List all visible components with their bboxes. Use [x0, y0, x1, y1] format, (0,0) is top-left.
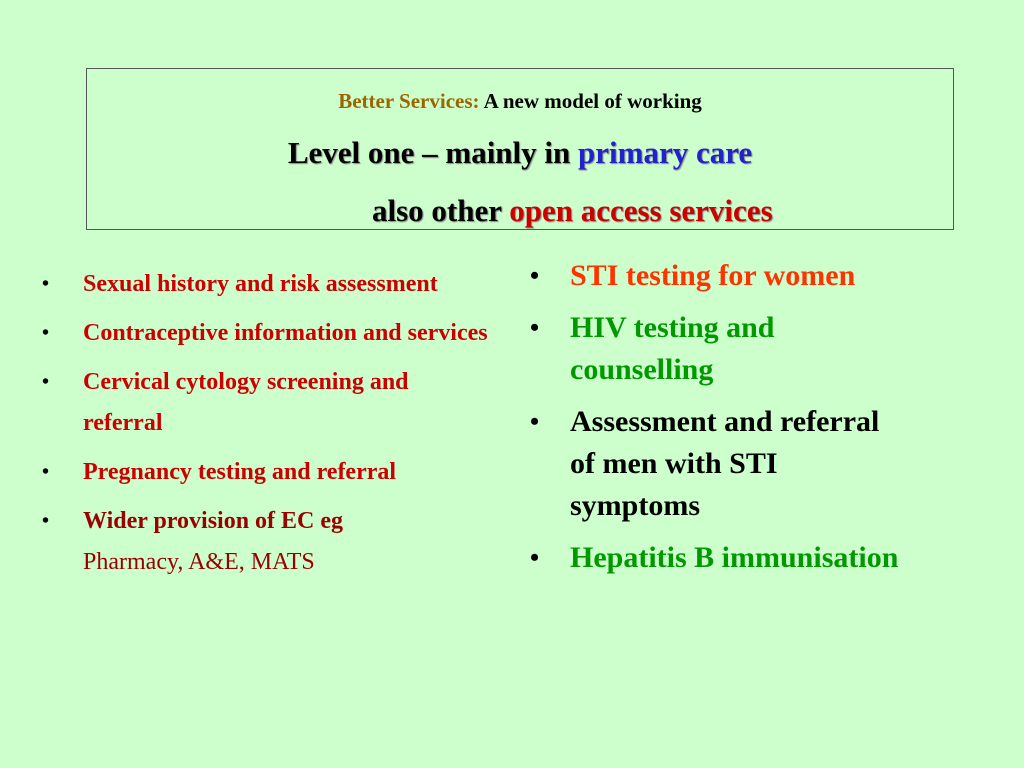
- bullet-icon: •: [42, 461, 50, 483]
- list-item-text: Assessment and referral of men with STI symptoms: [570, 405, 880, 522]
- list-item: [530, 255, 910, 297]
- list-item: [530, 537, 910, 579]
- list-item: [530, 307, 910, 391]
- title-line-1-highlight: primary care: [578, 135, 753, 170]
- title-line-1: [87, 135, 953, 171]
- title-box: [86, 68, 954, 230]
- list-item-text: STI testing for women: [570, 259, 856, 292]
- list-item: [42, 313, 492, 354]
- list-item-text: Cervical cytology screening and referral: [83, 369, 409, 436]
- bullet-icon: •: [530, 543, 540, 572]
- list-item-extra: Pharmacy, A&E, MATS: [83, 549, 315, 575]
- list-item: [42, 501, 492, 583]
- list-item-text: Wider provision of EC eg: [83, 508, 344, 534]
- list-item-text: Hepatitis B immunisation: [570, 541, 899, 574]
- title-line-2-highlight: open access services: [509, 193, 773, 228]
- bullet-icon: •: [42, 322, 50, 344]
- list-item: [530, 401, 910, 527]
- list-item-text: Pregnancy testing and referral: [83, 459, 397, 485]
- title-line-2-text: also other: [372, 193, 510, 228]
- title-line-1-text: Level one – mainly in: [287, 135, 579, 170]
- list-item: [42, 452, 492, 493]
- bullet-icon: •: [42, 273, 50, 295]
- subtitle-line: [87, 89, 953, 114]
- right-bullet-list: [530, 255, 910, 589]
- subtitle-text: A new model of working: [479, 89, 702, 113]
- bullet-icon: •: [530, 407, 540, 436]
- bullet-icon: •: [42, 510, 50, 532]
- bullet-icon: •: [42, 371, 50, 393]
- subtitle-label: Better Services:: [338, 89, 480, 113]
- list-item: [42, 264, 492, 305]
- list-item-text: Contraceptive information and services: [83, 320, 488, 346]
- left-bullet-list: [42, 264, 492, 591]
- list-item-text: Sexual history and risk assessment: [83, 271, 438, 297]
- bullet-icon: •: [530, 261, 540, 290]
- bullet-icon: •: [530, 313, 540, 342]
- list-item: [42, 362, 492, 444]
- title-line-2: [372, 193, 773, 229]
- list-item-text: HIV testing and counselling: [570, 311, 775, 386]
